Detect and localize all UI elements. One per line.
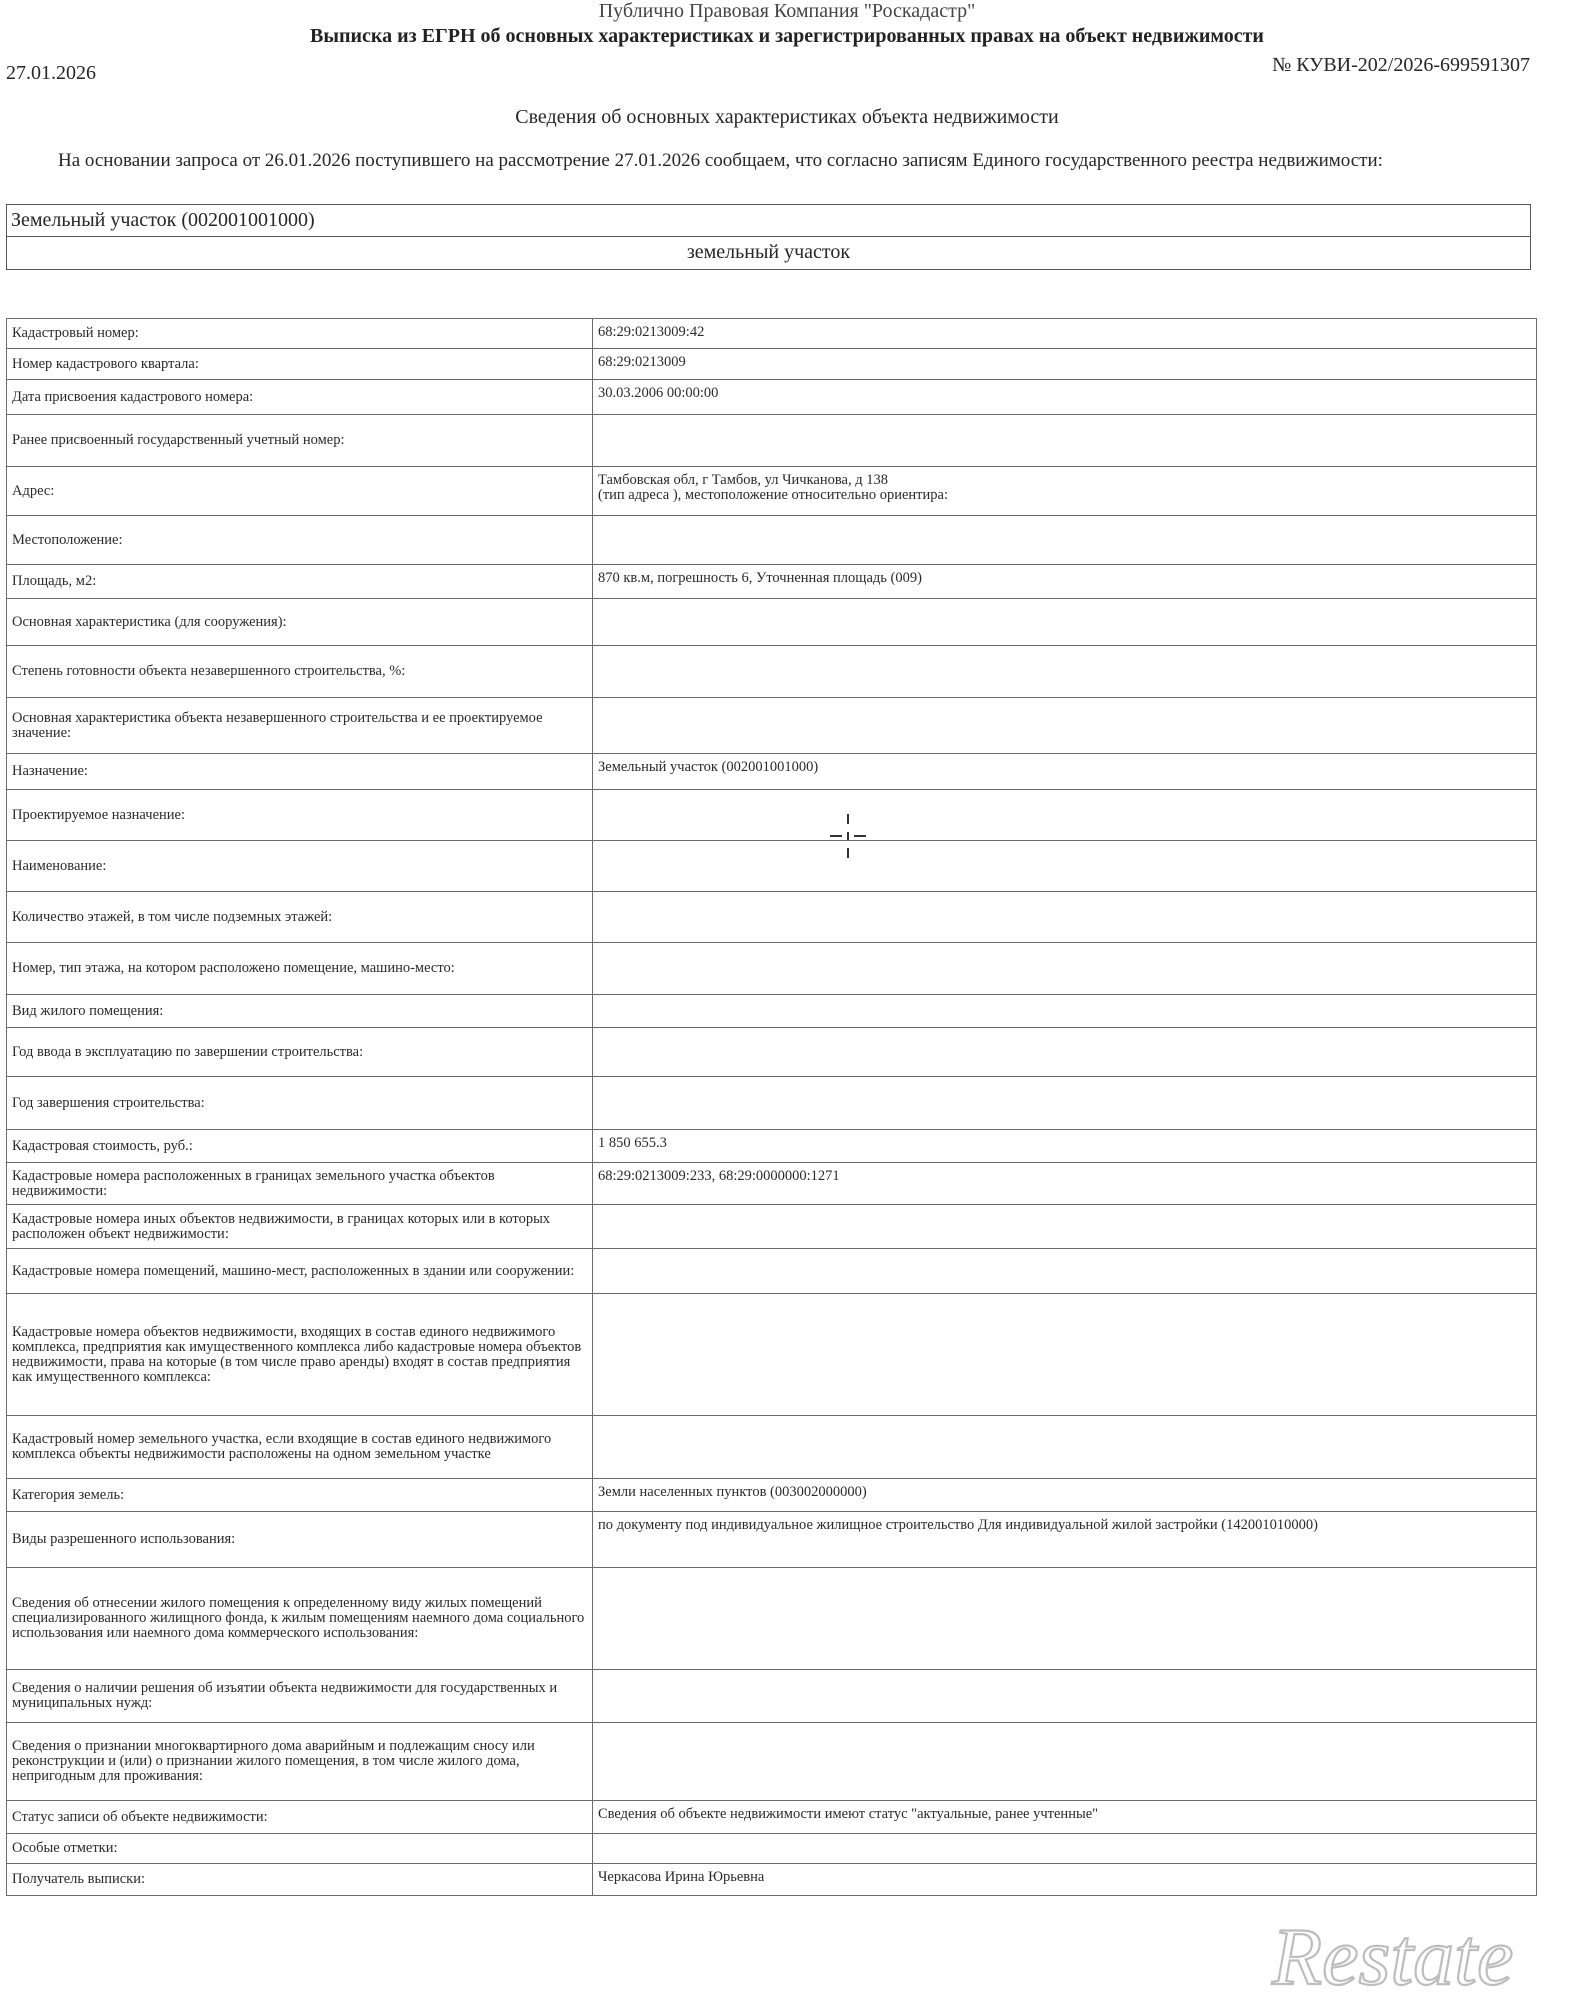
table-row — [7, 319, 1537, 349]
table-row — [7, 1512, 1537, 1568]
field-label: Кадастровые номера иных объектов недвижимости, в границах которых или в которых расположен объект недвижимости: — [7, 1205, 593, 1249]
field-value — [593, 415, 1537, 467]
field-label: Кадастровый номер земельного участка, если входящие в состав единого недвижимого комплекса объекты недвижимости расположены на одном земельном участке — [7, 1416, 593, 1479]
table-row — [7, 995, 1537, 1028]
field-label: Кадастровый номер: — [7, 319, 593, 349]
field-value — [593, 1294, 1537, 1416]
object-kind: земельный участок — [686, 241, 851, 263]
field-label: Кадастровые номера объектов недвижимости, входящих в состав единого недвижимого комплекса, предприятия как имущественного комплекса либо кадастровые номера объектов недвижимости, права на которые (в том числе право аренды) входят в состав предприятия как имущественного комплекса: — [7, 1294, 593, 1416]
field-label: Проектируемое назначение: — [7, 790, 593, 841]
table-row — [7, 790, 1537, 841]
document-title: Выписка из ЕГРН об основных характеристиках и зарегистрированных правах на объект недвижимости — [310, 25, 1264, 47]
field-value — [593, 995, 1537, 1028]
field-label: Статус записи об объекте недвижимости: — [7, 1801, 593, 1834]
restate-watermark — [1268, 1898, 1568, 1998]
field-value — [593, 1077, 1537, 1130]
field-value — [593, 646, 1537, 698]
field-value — [593, 1416, 1537, 1479]
field-label: Степень готовности объекта незавершенного строительства, %: — [7, 646, 593, 698]
field-label: Кадастровые номера помещений, машино-мест, расположенных в здании или сооружении: — [7, 1249, 593, 1294]
table-row — [7, 415, 1537, 467]
table-row — [7, 841, 1537, 892]
field-value — [593, 698, 1537, 754]
field-label: Сведения о признании многоквартирного дома аварийным и подлежащим сносу или реконструкции и (или) о признании жилого помещения, в том числе жилого дома, непригодным для проживания: — [7, 1723, 593, 1801]
field-value: 68:29:0213009:233, 68:29:0000000:1271 — [593, 1163, 1537, 1205]
field-value: Земли населенных пунктов (003002000000) — [593, 1479, 1537, 1512]
field-value — [593, 1205, 1537, 1249]
field-value: 870 кв.м, погрешность 6, Уточненная площадь (009) — [593, 565, 1537, 599]
table-row — [7, 1864, 1537, 1896]
table-row — [7, 1670, 1537, 1723]
table-row — [7, 1130, 1537, 1163]
table-row — [7, 1801, 1537, 1834]
field-label: Основная характеристика (для сооружения): — [7, 599, 593, 646]
table-row — [7, 1479, 1537, 1512]
characteristics-table — [6, 318, 1537, 1896]
field-value: 68:29:0213009:42 — [593, 319, 1537, 349]
table-row — [7, 698, 1537, 754]
table-row — [7, 565, 1537, 599]
field-value — [593, 1028, 1537, 1077]
table-row — [7, 599, 1537, 646]
table-row — [7, 467, 1537, 516]
field-value: Сведения об объекте недвижимости имеют статус "актуальные, ранее учтенные" — [593, 1801, 1537, 1834]
field-value: 1 850 655.3 — [593, 1130, 1537, 1163]
field-label: Кадастровая стоимость, руб.: — [7, 1130, 593, 1163]
table-row — [7, 1077, 1537, 1130]
table-row — [7, 1028, 1537, 1077]
field-value — [593, 1834, 1537, 1864]
table-row — [7, 1249, 1537, 1294]
table-row — [7, 1723, 1537, 1801]
table-row — [7, 1834, 1537, 1864]
field-label: Количество этажей, в том числе подземных этажей: — [7, 892, 593, 943]
field-value — [593, 516, 1537, 565]
field-label: Площадь, м2: — [7, 565, 593, 599]
field-value — [593, 892, 1537, 943]
field-value — [593, 1568, 1537, 1670]
field-label: Дата присвоения кадастрового номера: — [7, 380, 593, 415]
field-value — [593, 1670, 1537, 1723]
field-label: Наименование: — [7, 841, 593, 892]
field-label: Вид жилого помещения: — [7, 995, 593, 1028]
table-row — [7, 1205, 1537, 1249]
field-label: Сведения о наличии решения об изъятии объекта недвижимости для государственных и муниципальных нужд: — [7, 1670, 593, 1723]
table-row — [7, 754, 1537, 790]
field-label: Виды разрешенного использования: — [7, 1512, 593, 1568]
field-label: Назначение: — [7, 754, 593, 790]
field-value — [593, 599, 1537, 646]
field-value — [593, 1723, 1537, 1801]
table-row — [7, 646, 1537, 698]
field-label: Ранее присвоенный государственный учетный номер: — [7, 415, 593, 467]
table-row — [7, 1416, 1537, 1479]
field-value — [593, 1249, 1537, 1294]
field-value: Черкасова Ирина Юрьевна — [593, 1864, 1537, 1896]
field-label: Номер кадастрового квартала: — [7, 349, 593, 380]
field-label: Особые отметки: — [7, 1834, 593, 1864]
table-row — [7, 943, 1537, 995]
table-row — [7, 892, 1537, 943]
field-label: Номер, тип этажа, на котором расположено помещение, машино-место: — [7, 943, 593, 995]
table-row — [7, 349, 1537, 380]
document-number: № КУВИ-202/2026-699591307 — [1272, 54, 1530, 76]
field-value: Тамбовская обл, г Тамбов, ул Чичканова, д 138 (тип адреса ), местоположение относительно ориентира: — [593, 467, 1537, 516]
table-row — [7, 1163, 1537, 1205]
field-value: Земельный участок (002001001000) — [593, 754, 1537, 790]
intro-paragraph: На основании запроса от 26.01.2026 поступившего на рассмотрение 27.01.2026 сообщаем, что согласно записям Единого государственного реестра недвижимости: — [58, 150, 1383, 171]
table-row — [7, 1294, 1537, 1416]
field-label: Местоположение: — [7, 516, 593, 565]
field-label: Сведения об отнесении жилого помещения к определенному виду жилых помещений специализированного жилищного фонда, к жилым помещениям наемного дома социального использования или наемного дома коммерческого использования: — [7, 1568, 593, 1670]
field-label: Год завершения строительства: — [7, 1077, 593, 1130]
document-date: 27.01.2026 — [6, 62, 96, 84]
field-value: по документу под индивидуальное жилищное строительство Для индивидуальной жилой застройки (142001010000) — [593, 1512, 1537, 1568]
field-label: Кадастровые номера расположенных в границах земельного участка объектов недвижимости: — [7, 1163, 593, 1205]
table-row — [7, 1568, 1537, 1670]
organization-name: Публично Правовая Компания "Роскадастр" — [598, 0, 976, 22]
field-label: Категория земель: — [7, 1479, 593, 1512]
svg-text:Restate: Restate — [1272, 1911, 1514, 1998]
field-value — [593, 943, 1537, 995]
field-value: 68:29:0213009 — [593, 349, 1537, 380]
table-row — [7, 516, 1537, 565]
field-label: Адрес: — [7, 467, 593, 516]
field-value — [593, 790, 1537, 841]
section-title: Сведения об основных характеристиках объекта недвижимости — [515, 106, 1059, 128]
field-label: Основная характеристика объекта незавершенного строительства и ее проектируемое значение: — [7, 698, 593, 754]
field-label: Получатель выписки: — [7, 1864, 593, 1896]
object-type-box — [6, 204, 1531, 270]
field-label: Год ввода в эксплуатацию по завершении строительства: — [7, 1028, 593, 1077]
field-value — [593, 841, 1537, 892]
table-row — [7, 380, 1537, 415]
object-type-code: Земельный участок (002001001000) — [7, 205, 1530, 237]
crosshair-cursor-icon — [826, 814, 870, 858]
field-value: 30.03.2006 00:00:00 — [593, 380, 1537, 415]
